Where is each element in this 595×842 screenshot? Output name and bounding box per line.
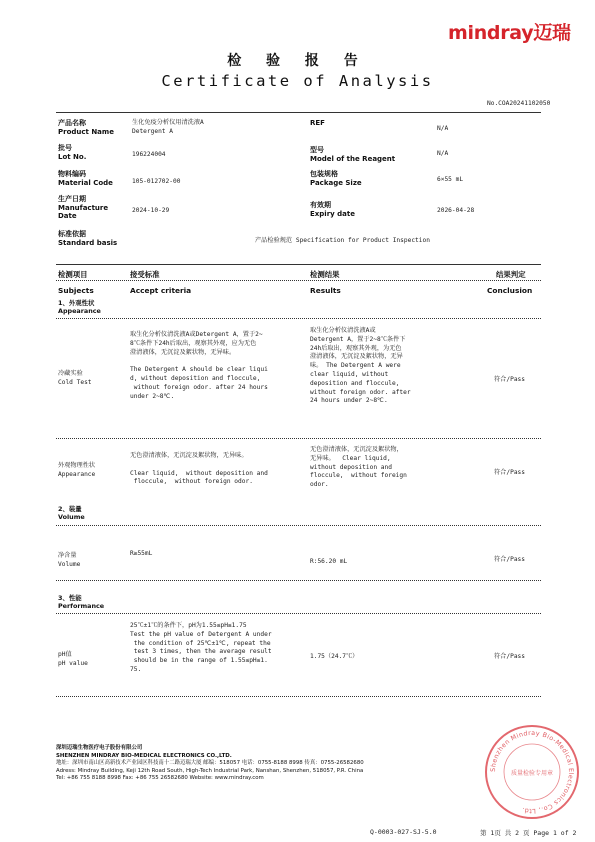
label-package-size: 包装规格 Package Size <box>310 170 362 187</box>
footer-company-info <box>56 745 364 783</box>
divider-section2 <box>56 525 541 526</box>
section-performance-title: 3、性能 Performance <box>58 594 105 610</box>
company-name-en: SHENZHEN MINDRAY BIO-MEDICAL ELECTRONICS CO.,LTD. <box>56 752 232 759</box>
stamp-ring-text: Shenzhen Mindray Bio-Medical Electronics Co., Ltd. <box>488 728 576 816</box>
criteria-cold-test: 取生化分析仪清洗液A或Detergent A，置于2~ 8℃条件下24h后取出，观察其外观，应为无色 澄清液体，无沉淀及絮状物，无异味。 The Detergent A should be clear liqui d, without deposition and floccule, without foreign odor. after 24 hours under 2~8℃. <box>130 331 268 400</box>
page-number: 第 1页 共 2 页 Page 1 of 2 <box>480 829 577 837</box>
divider-section3 <box>56 613 541 614</box>
criteria-volume: R≥55mL <box>130 550 153 557</box>
company-tel-fax: Tel: +86 755 8188 8998 Fax: +86 755 26582680 Website: www.mindray.com <box>56 775 264 782</box>
criteria-ph-value: 25℃±1℃的条件下，pH为1.55≤pH≤1.75 Test the pH value of Detergent A under the condition of 25℃±1℃, repeat the test 3 times, then the average result should be in the range of 1.55≤pH≤1. 75. <box>130 622 272 673</box>
label-lot-no: 批号 Lot No. <box>58 144 87 161</box>
mindray-logo: mindray迈瑞 <box>448 22 571 44</box>
title-chinese: 检 验 报 告 <box>227 53 368 69</box>
label-ref: REF <box>310 119 325 127</box>
result-ph-value: 1.75（24.7℃） <box>310 653 359 660</box>
divider-section1 <box>56 318 541 319</box>
company-address-cn: 地址：深圳市南山区高新技术产业园区科技南十二路迈瑞大厦 邮编：518057 电话：0755-8188 8998 传真：0755-26582680 <box>56 760 364 767</box>
value-package-size: 6×55 mL <box>437 176 464 183</box>
divider-row-ph <box>56 696 541 697</box>
value-lot-no: 196224004 <box>132 151 166 158</box>
criteria-appearance: 无色澄清液体，无沉淀及絮状物，无异味。 Clear liquid, without deposition and floccule, without foreign odor. <box>130 452 268 486</box>
value-material-code: 105-012702-00 <box>132 178 181 185</box>
value-standard-basis: 产品检验规范 Specification for Product Inspection <box>255 237 430 244</box>
value-expiry-date: 2026-04-28 <box>437 207 475 214</box>
result-appearance: 无色澄清液体，无沉淀及絮状物， 无异味。 Clear liquid, without deposition and floccule, without foreign odor. <box>310 446 407 489</box>
conclusion-ph-value: 符合/Pass <box>494 653 526 660</box>
label-material-code: 物料编码 Material Code <box>58 170 113 187</box>
header-accept-criteria: 接受标准 Accept criteria <box>130 270 192 295</box>
stamp-inner-text: 质量检验专用章 <box>510 770 554 777</box>
divider-top <box>56 112 541 113</box>
section-appearance-title: 1、外观性状 Appearance <box>58 299 101 315</box>
label-standard-basis: 标准依据 Standard basis <box>58 230 118 247</box>
label-expiry-date: 有效期 Expiry date <box>310 201 355 218</box>
value-manufacture-date: 2024-10-29 <box>132 207 170 214</box>
result-cold-test: 取生化分析仪清洗液A或 Detergent A，置于2~8℃条件下 24h后取出，观察其外观，为无色 澄清液体，无沉淀及絮状物，无异 味。 The Detergent A were clear liquid, without deposition and floccule, without foreign odor. after 24 hours under 2~8℃. <box>310 327 411 405</box>
header-subjects: 检测项目 Subjects <box>58 270 94 295</box>
value-product-name: 生化免疫分析仪用清洗液A Detergent A <box>132 119 204 135</box>
value-model: N/A <box>437 150 449 157</box>
conclusion-cold-test: 符合/Pass <box>494 376 526 383</box>
subject-volume: 净含量 Volume <box>58 552 81 568</box>
quality-stamp <box>482 722 582 822</box>
company-address-en: Adress: Mindray Building, Keji 12th Road South, High-Tech Industrial Park, Nanshan, Shenzhen, 518057, P.R. China <box>56 767 364 774</box>
document-number: Q-0003-027-SJ-5.0 <box>370 828 437 836</box>
value-ref: N/A <box>437 125 449 132</box>
result-volume: R:56.20 mL <box>310 558 348 565</box>
company-name-cn: 深圳迈瑞生物医疗电子股份有限公司 <box>56 745 143 751</box>
certificate-number: No.COA20241102050 <box>487 100 551 107</box>
divider-row-volume <box>56 580 541 581</box>
section-volume-title: 2、装量 Volume <box>58 505 85 521</box>
subject-ph-value: pH值 pH value <box>58 651 88 667</box>
title-english: Certificate of Analysis <box>161 72 434 90</box>
label-model: 型号 Model of the Reagent <box>310 146 396 163</box>
label-product-name: 产品名称 Product Name <box>58 119 114 136</box>
conclusion-appearance: 符合/Pass <box>494 469 526 476</box>
divider-table-top <box>56 264 541 265</box>
subject-cold-test: 冷藏实验 Cold Test <box>58 370 92 386</box>
divider-header <box>56 280 541 281</box>
conclusion-volume: 符合/Pass <box>494 556 526 563</box>
subject-appearance: 外观物理性状 Appearance <box>58 462 96 478</box>
header-conclusion: 结果判定 Conclusion <box>487 270 533 295</box>
label-manufacture-date: 生产日期 Manufacture Date <box>58 195 109 221</box>
divider-row-cold <box>56 438 541 439</box>
header-results: 检测结果 Results <box>310 270 341 295</box>
